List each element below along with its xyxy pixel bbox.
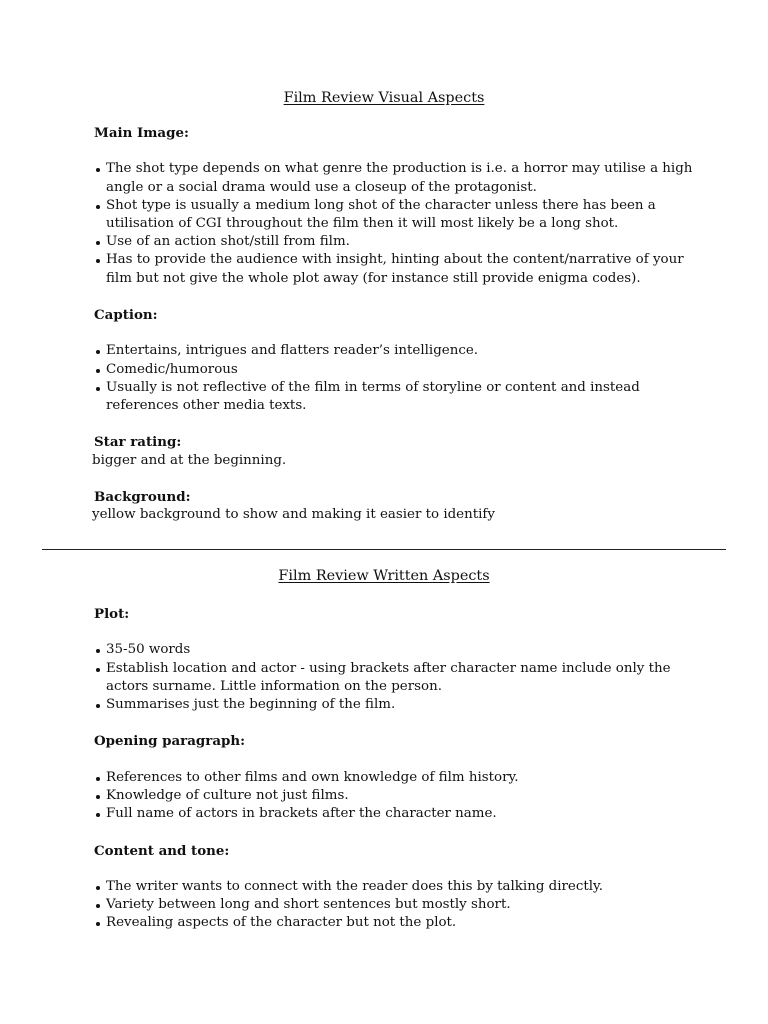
- content-tone-list: [94, 878, 694, 933]
- list-item: Entertains, intrigues and flatters reader’s intelligence.: [94, 342, 694, 360]
- star-rating-heading: Star rating:: [94, 434, 182, 451]
- caption-heading: Caption:: [94, 307, 158, 323]
- list-item: Knowledge of culture not just films.: [94, 787, 694, 805]
- list-item: Has to provide the audience with insight, hinting about the content/narrative of your film but not give the whole plot away (for instance still provide enigma codes).: [94, 251, 694, 287]
- opening-paragraph-heading: Opening paragraph:: [94, 733, 246, 750]
- plot-list: [94, 641, 694, 714]
- list-item: References to other films and own knowledge of film history.: [94, 769, 694, 787]
- list-item: Comedic/humorous: [94, 361, 694, 379]
- visual-aspects-section: [94, 124, 694, 524]
- list-item: Shot type is usually a medium long shot of the character unless there has been a utilisation of CGI throughout the film then it will most likely be a long shot.: [94, 197, 694, 233]
- star-rating-text: bigger and at the beginning.: [92, 452, 287, 468]
- section-divider: [42, 549, 726, 550]
- list-item: 35-50 words: [94, 641, 694, 659]
- list-item: The shot type depends on what genre the production is i.e. a horror may utilise a high angle or a social drama would use a closeup of the protagonist.: [94, 160, 694, 196]
- background-heading: Background:: [94, 488, 191, 505]
- list-item: Revealing aspects of the character but not the plot.: [94, 914, 694, 932]
- content-tone-heading: Content and tone:: [94, 842, 230, 859]
- list-item: Summarises just the beginning of the film.: [94, 696, 694, 714]
- opening-paragraph-list: [94, 769, 694, 824]
- main-image-list: [94, 160, 694, 287]
- list-item: The writer wants to connect with the reader does this by talking directly.: [94, 878, 694, 896]
- visual-aspects-title: Film Review Visual Aspects: [283, 90, 485, 106]
- list-item: Variety between long and short sentences but mostly short.: [94, 896, 694, 914]
- main-image-heading: Main Image:: [94, 125, 189, 141]
- background-text: yellow background to show and making it easier to identify: [92, 507, 495, 523]
- written-aspects-section: [94, 605, 694, 933]
- list-item: Establish location and actor - using brackets after character name include only the actors surname. Little information on the person.: [94, 660, 694, 696]
- list-item: Use of an action shot/still from film.: [94, 233, 694, 251]
- list-item: Full name of actors in brackets after the character name.: [94, 805, 694, 823]
- caption-list: [94, 342, 694, 415]
- plot-heading: Plot:: [94, 606, 130, 622]
- list-item: Usually is not reflective of the film in terms of storyline or content and instead references other media texts.: [94, 379, 694, 415]
- written-aspects-title: Film Review Written Aspects: [278, 568, 490, 584]
